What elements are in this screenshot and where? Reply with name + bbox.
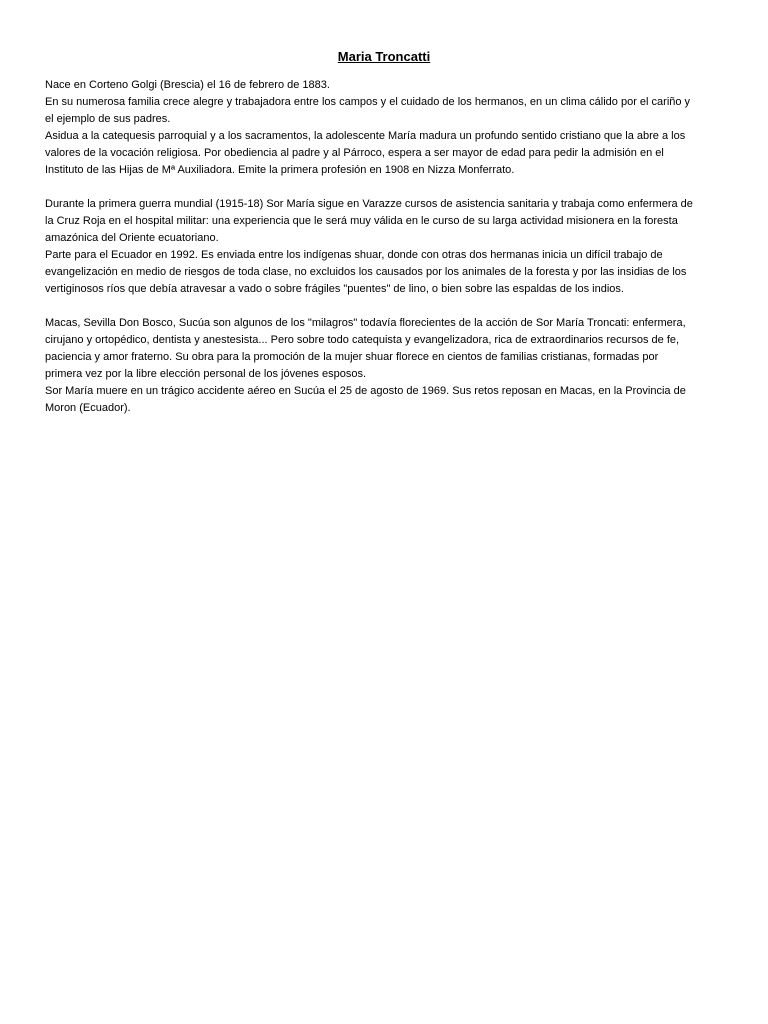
text-line: paciencia y amor fraterno. Su obra para la promoción de la mujer shuar florece en cientos de familias cristianas, formadas por [45,351,659,363]
text-line: Parte para el Ecuador en 1992. Es enviada entre los indígenas shuar, donde con otras dos hermanas inicia un difícil trabajo de [45,249,663,261]
document-title: Maria Troncatti [337,49,431,64]
text-line: la Cruz Roja en el hospital militar: una experiencia que le será muy válida en le curso de su larga actividad misionera en la foresta [45,215,678,227]
text-line: evangelización en medio de riesgos de toda clase, no excluidos los causados por los animales de la foresta y por las insidias de los [45,266,687,278]
text-line: valores de la vocación religiosa. Por obediencia al padre y al Párroco, espera a ser mayor de edad para pedir la admisión en el [45,147,664,159]
text-line: primera vez por la libre elección personal de los jóvenes esposos. [45,368,367,380]
text-line: En su numerosa familia crece alegre y trabajadora entre los campos y el cuidado de los hermanos, en un clima cálido por el cariño y [45,96,691,108]
paragraph-gap [45,179,727,196]
text-line: amazónica del Oriente ecuatoriano. [45,232,219,244]
paragraph [45,196,727,298]
text-line: vertiginosos ríos que debía atravesar a vado o sobre frágiles "puentes" de lino, o bien sobre las espaldas de los indios. [45,283,624,295]
paragraph [45,77,727,179]
text-line: Asidua a la catequesis parroquial y a los sacramentos, la adolescente María madura un profundo sentido cristiano que la abre a los [45,130,686,142]
text-line: Durante la primera guerra mundial (1915-18) Sor María sigue en Varazze cursos de asistencia sanitaria y trabaja como enfermera de [45,198,693,210]
paragraph-gap [45,298,727,315]
text-line: cirujano y ortopédico, dentista y anestesista... Pero sobre todo catequista y evangelizadora, rica de extraordinarios recursos de fe, [45,334,680,346]
text-line: el ejemplo de sus padres. [45,113,171,125]
text-line: Instituto de las Hijas de Mª Auxiliadora. Emite la primera profesión en 1908 en Nizza Monferrato. [45,164,515,176]
text-line: Macas, Sevilla Don Bosco, Sucúa son algunos de los "milagros" todavía florecientes de la acción de Sor María Troncati: enfermera, [45,317,686,329]
text-line: Moron (Ecuador). [45,402,131,414]
document-body [45,77,727,417]
text-line: Sor María muere en un trágico accidente aéreo en Sucúa el 25 de agosto de 1969. Sus retos reposan en Macas, en la Provincia de [45,385,686,397]
paragraph [45,315,727,417]
text-line: Nace en Corteno Golgi (Brescia) el 16 de febrero de 1883. [45,79,330,91]
